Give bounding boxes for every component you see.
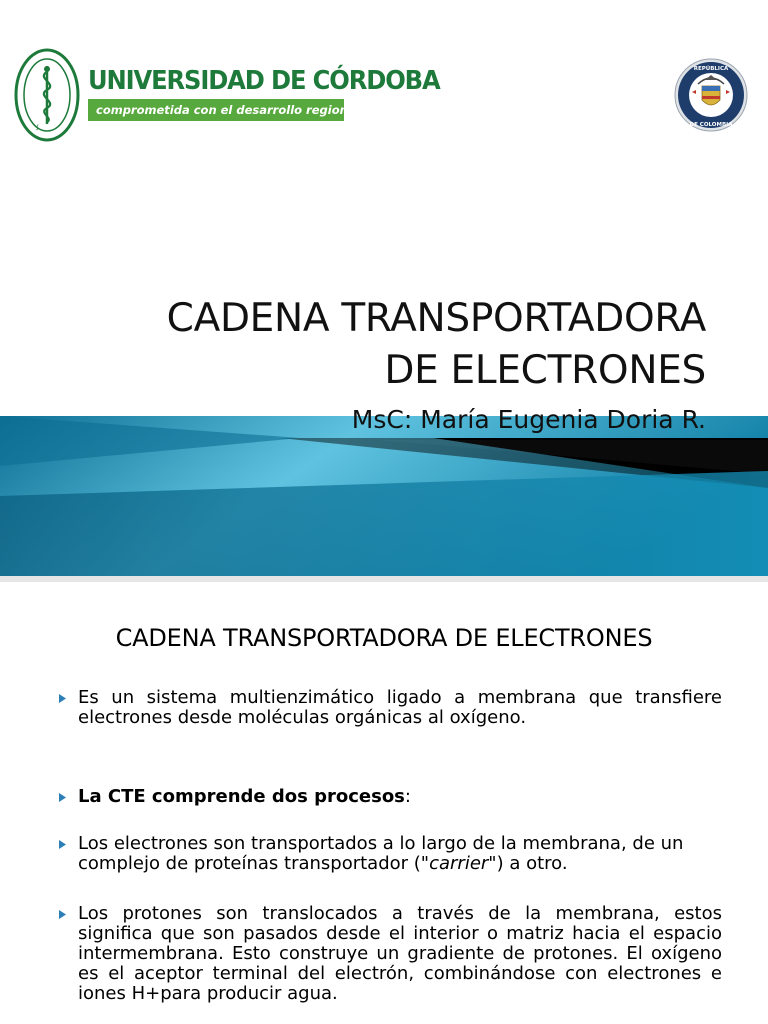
bullet-1-text: Es un sistema multienzimático ligado a membrana que transfiere electrones desde moléculas orgánicas al oxígeno.	[78, 687, 722, 728]
bullet-4-text: Los protones son translocados a través de la membrana, estos significa que son pasados desde el interior o matriz hacia el espacio intermembrana. Esto construye un gradiente de protones. El oxígeno es el aceptor terminal del electrón, combinándose con electrones e iones H+para producir agua.	[78, 903, 722, 1004]
university-seal-logo	[14, 48, 80, 142]
author-name: MsC: María Eugenia Doria R.	[351, 405, 706, 434]
bullet-3-italic: carrier	[429, 853, 489, 874]
bullet-3-text	[78, 834, 722, 874]
svg-text:DE COLOMBIA	[690, 122, 734, 128]
triangle-bullet-icon	[56, 838, 69, 851]
university-name: UNIVERSIDAD DE CÓRDOBA	[88, 66, 440, 96]
content-slide	[0, 582, 768, 1024]
bullet-3-after: ") a otro.	[488, 853, 568, 874]
svg-text:REPÚBLICA	[694, 65, 729, 72]
bullet-2-text	[78, 787, 722, 807]
seal-text-top: REPÚBLICA	[693, 66, 729, 72]
triangle-bullet-icon	[56, 908, 69, 921]
bullet-2-suffix: :	[404, 786, 411, 807]
bullet-3-before: Los electrones son transportados a lo largo de la membrana, de un complejo de proteínas transportador ("	[78, 833, 684, 874]
svg-text:ꭍ: ꭍ	[36, 124, 39, 132]
university-tagline: comprometida con el desarrollo regional	[88, 99, 344, 121]
triangle-bullet-icon	[56, 791, 69, 804]
slide-title: CADENA TRANSPORTADORA DE ELECTRONES	[115, 624, 653, 652]
triangle-bullet-icon	[56, 692, 69, 705]
seal-text-bottom: DE COLOMBIA	[689, 122, 733, 128]
decorative-blue-banner	[0, 416, 768, 576]
presentation-title-line-1: CADENA TRANSPORTADORA	[166, 296, 706, 341]
bullet-2-bold-text: La CTE comprende dos procesos	[78, 786, 405, 807]
colombia-coat-of-arms-seal	[674, 58, 748, 132]
presentation-title-line-2: DE ELECTRONES	[384, 348, 706, 393]
